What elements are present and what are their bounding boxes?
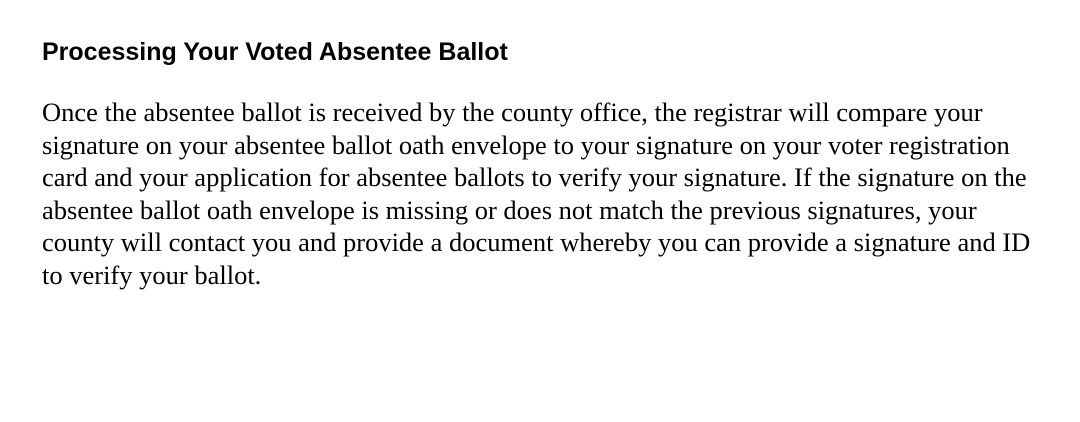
paragraph-line: card and your application for absentee ballots to verify your signature. If the signature on the [42,162,1027,193]
paragraph-line: absentee ballot oath envelope is missing or does not match the previous signatures, your [42,194,977,225]
body-paragraph [42,96,1030,292]
paragraph-line: county will contact you and provide a document whereby you can provide a signature and ID [42,227,1031,258]
paragraph-line: Once the absentee ballot is received by the county office, the registrar will compare your [42,97,983,127]
section-heading: Processing Your Voted Absentee Ballot [42,38,508,66]
paragraph-line: to verify your ballot. [42,259,262,290]
paragraph-line: signature on your absentee ballot oath envelope to your signature on your voter registration [42,129,1010,160]
